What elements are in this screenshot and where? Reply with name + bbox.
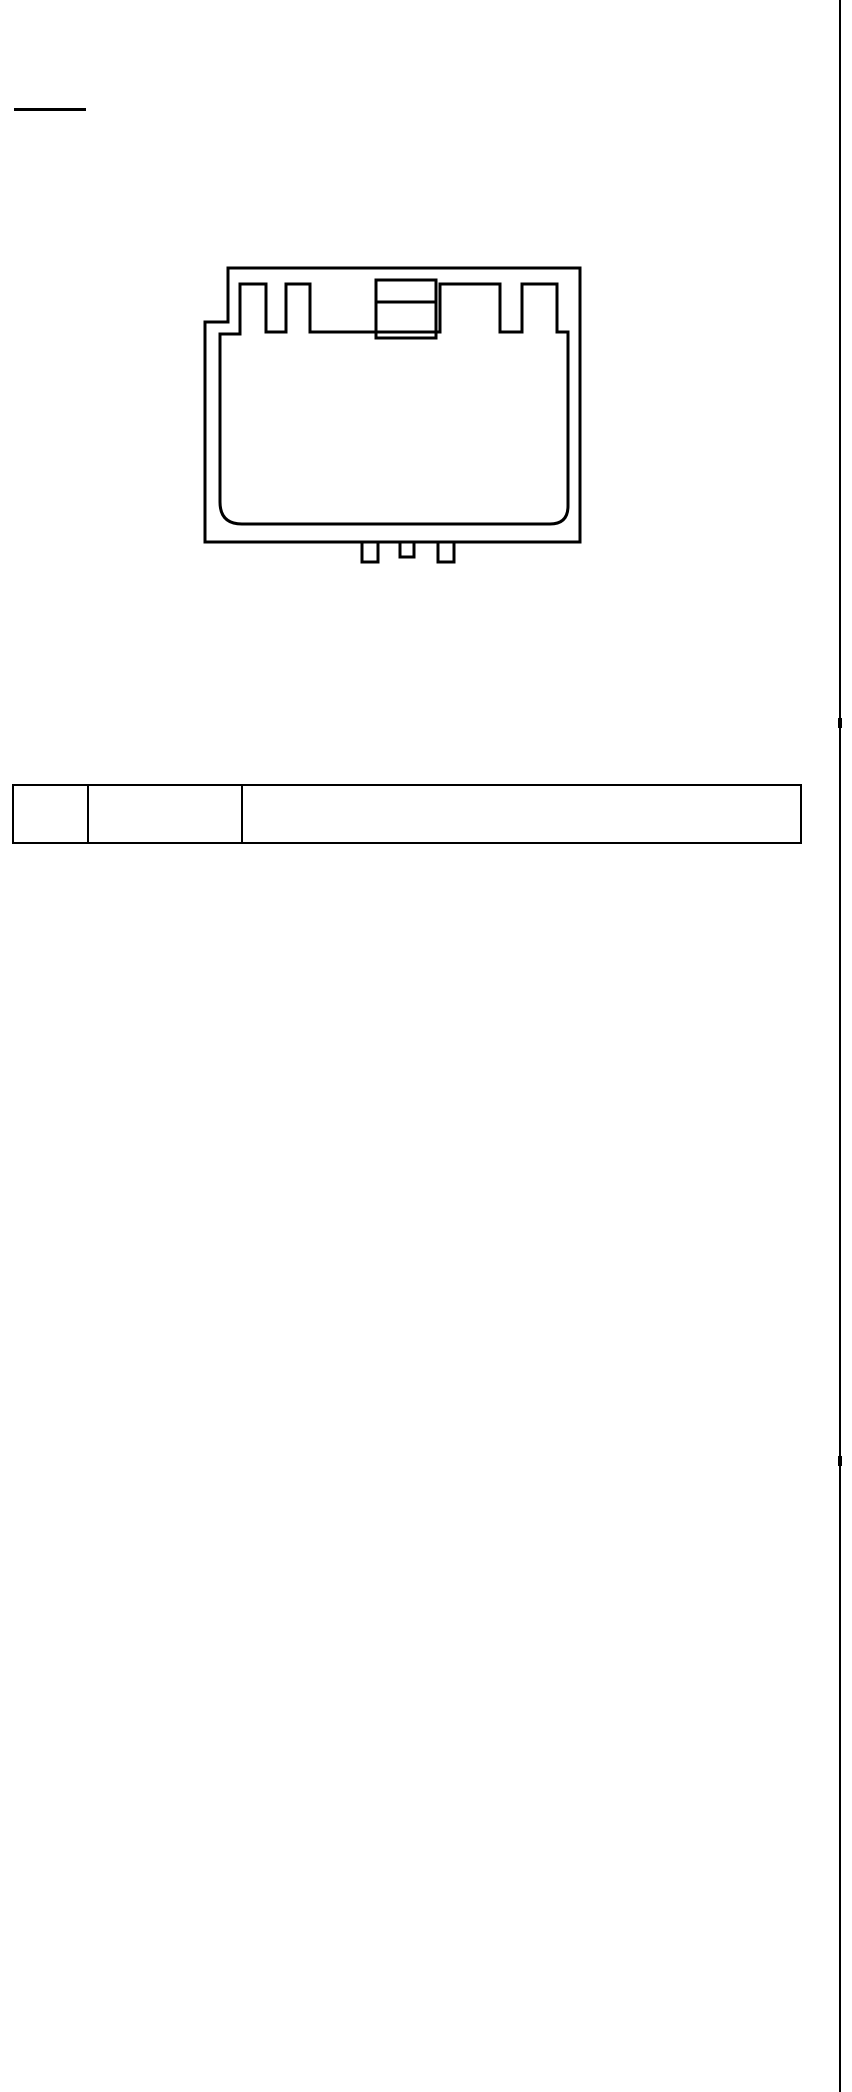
- column-header-function: [242, 785, 801, 843]
- column-header-pin: [13, 785, 88, 843]
- connector-face-diagram: [200, 262, 600, 572]
- column-header-circuit: [88, 785, 242, 843]
- connector-latch: [376, 280, 436, 338]
- page-edge-mark: [838, 718, 842, 728]
- connector-inner-cavity: [220, 284, 568, 524]
- page-edge-rule: [839, 0, 841, 2092]
- table-header-row: [13, 785, 801, 843]
- connector-tab: [400, 542, 414, 557]
- connector-tab: [362, 542, 378, 562]
- pinout-table: [12, 784, 802, 844]
- page-edge-mark: [838, 1456, 842, 1466]
- connector-tab: [438, 542, 454, 562]
- connector-id-underline: [14, 108, 86, 111]
- connector-shell: [205, 268, 580, 542]
